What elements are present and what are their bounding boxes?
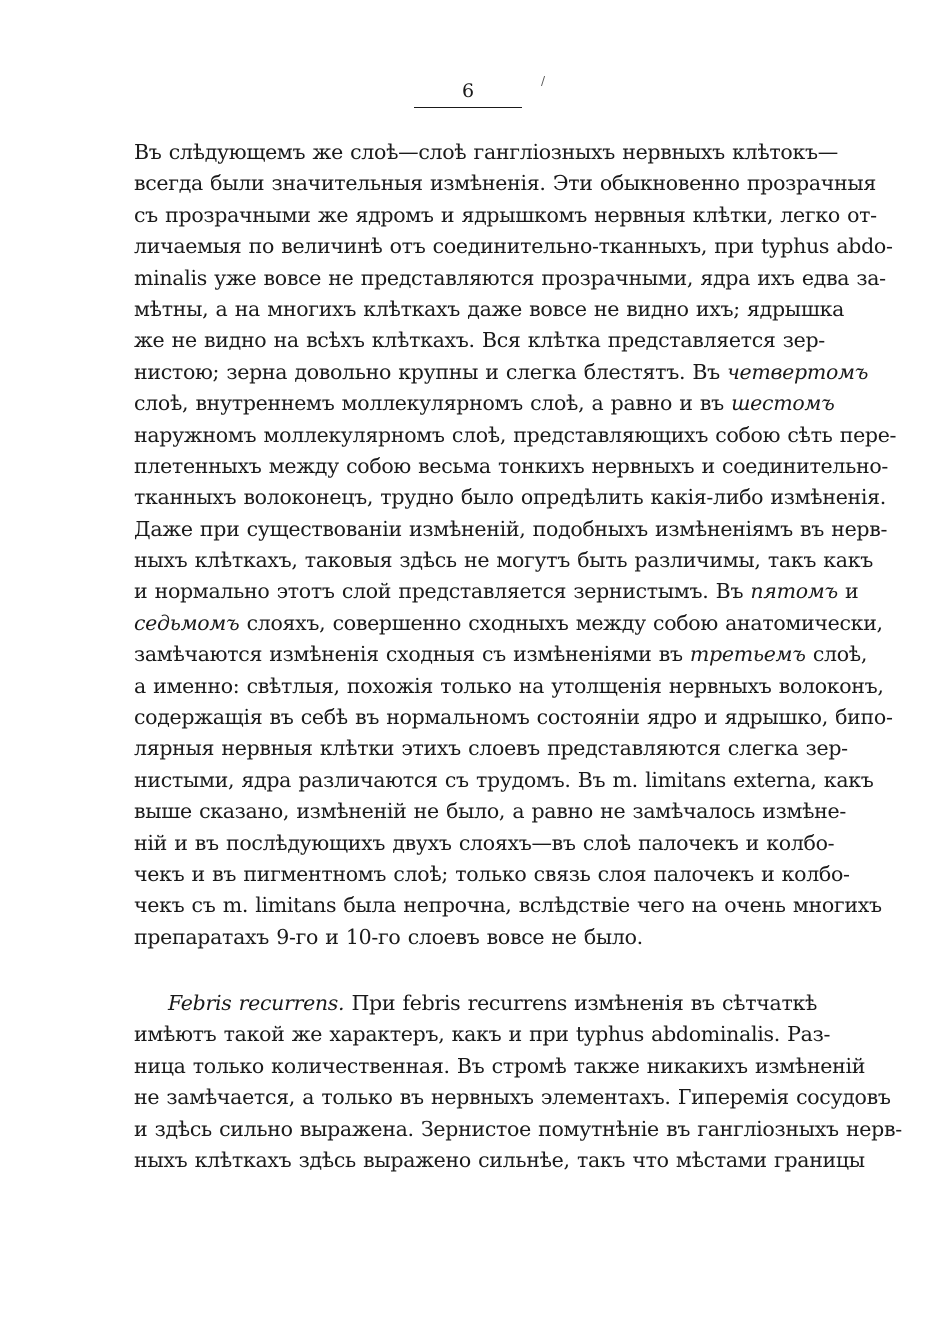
italic-term: пятомъ xyxy=(750,579,838,604)
text-line: чекъ съ m. limitans была непрочна, вслѣдствiе чего на очень многихъ xyxy=(134,893,882,918)
text-run: нистою; зерна довольно крупны и слегка блестятъ. Въ xyxy=(134,359,728,384)
text-line xyxy=(134,576,859,607)
text-line xyxy=(134,639,868,670)
text-line xyxy=(134,388,835,419)
text-line: препаратахъ 9-го и 10-го слоевъ вовсе не было. xyxy=(134,924,643,949)
italic-term: седьмомъ xyxy=(134,610,240,635)
stray-mark: / xyxy=(541,74,546,88)
italic-term: Febris recurrens. xyxy=(168,991,345,1015)
text-run: и нормально этотъ слой представляется зернистымъ. Въ xyxy=(134,579,751,604)
italic-term: шестомъ xyxy=(731,391,835,416)
text-run: слоѣ, xyxy=(805,642,868,667)
text-line xyxy=(134,608,883,639)
text-line: лярныя нервныя клѣтки этихъ слоевъ представляются слегка зер- xyxy=(134,736,848,761)
italic-term: четвертомъ xyxy=(727,359,869,384)
text-line: minalis уже вовсе не представляются прозрачными, ядра ихъ едва за- xyxy=(134,265,886,290)
text-run: и xyxy=(837,579,859,604)
text-line: содержащiя въ себѣ въ нормальномъ состоянiи ядро и ядрышко, бипо- xyxy=(134,705,893,730)
text-run: слояхъ, совершенно сходныхъ между собою анатомически, xyxy=(239,610,883,635)
text-line: а именно: свѣтлыя, похожiя только на утолщенiя нервныхъ волоконъ, xyxy=(134,673,884,698)
text-line: всегда были значительныя измѣненiя. Эти обыкновенно прозрачныя xyxy=(134,171,877,196)
text-run: При febris recurrens измѣненiя въ сѣтчаткѣ xyxy=(344,991,818,1015)
text-line: тканныхъ волоконецъ, трудно было опредѣлить какiя-либо измѣненiя. xyxy=(134,485,887,510)
text-line: плетенныхъ между собою весьма тонкихъ нервныхъ и соединительно- xyxy=(134,453,888,478)
text-line: мѣтны, а на многихъ клѣткахъ даже вовсе не видно ихъ; ядрышка xyxy=(134,296,845,321)
text-run: замѣчаются измѣненiя сходныя съ измѣненiями въ xyxy=(134,642,690,667)
italic-term: третьемъ xyxy=(689,642,806,667)
text-line: ныхъ клѣткахъ здѣсь выражено сильнѣе, такъ что мѣстами границы xyxy=(134,1147,865,1172)
text-line: же не видно на всѣхъ клѣткахъ. Вся клѣтка представляется зер- xyxy=(134,328,825,353)
text-line: не замѣчается, а только въ нервныхъ элементахъ. Гиперемiя сосудовъ xyxy=(134,1085,891,1110)
text-line: нистыми, ядра различаются съ трудомъ. Въ m. limitans externa, какъ xyxy=(134,767,874,792)
text-line: выше сказано, измѣненiй не было, а равно не замѣчалось измѣне- xyxy=(134,799,846,824)
text-line: Въ слѣдующемъ же слоѣ—слоѣ ганглiозныхъ нервныхъ клѣтокъ— xyxy=(134,140,838,164)
page-number: 6 xyxy=(461,80,475,102)
paragraph-2 xyxy=(134,988,902,1176)
text-line: ница только количественная. Въ стромѣ также никакихъ измѣненiй xyxy=(134,1053,866,1078)
text-line: чекъ и въ пигментномъ слоѣ; только связь слоя палочекъ и колбо- xyxy=(134,861,850,886)
header-rule xyxy=(414,107,522,108)
text-line: личаемыя по величинѣ отъ соединительно-тканныхъ, при typhus abdo- xyxy=(134,234,893,259)
text-line: съ прозрачными же ядромъ и ядрышкомъ нервныя клѣтки, легко от- xyxy=(134,202,877,227)
text-run: слоѣ, внутреннемъ моллекулярномъ слоѣ, а равно и въ xyxy=(134,391,732,416)
paragraph-1 xyxy=(134,137,897,953)
text-line: наружномъ моллекулярномъ слоѣ, представляющихъ собою сѣть пере- xyxy=(134,422,897,447)
text-line: нiй и въ послѣдующихъ двухъ слояхъ—въ слоѣ палочекъ и колбо- xyxy=(134,830,835,855)
text-line: имѣютъ такой же характеръ, какъ и при typhus abdominalis. Раз- xyxy=(134,1022,831,1047)
text-line: и здѣсь сильно выражена. Зернистое помутнѣнiе въ ганглiозныхъ нерв- xyxy=(134,1116,902,1141)
text-line: Даже при существованiи измѣненiй, подобныхъ измѣненiямъ въ нерв- xyxy=(134,516,888,541)
text-line xyxy=(134,988,818,1019)
text-line: ныхъ клѣткахъ, таковыя здѣсь не могутъ быть различимы, такъ какъ xyxy=(134,548,873,573)
text-line xyxy=(134,357,869,388)
